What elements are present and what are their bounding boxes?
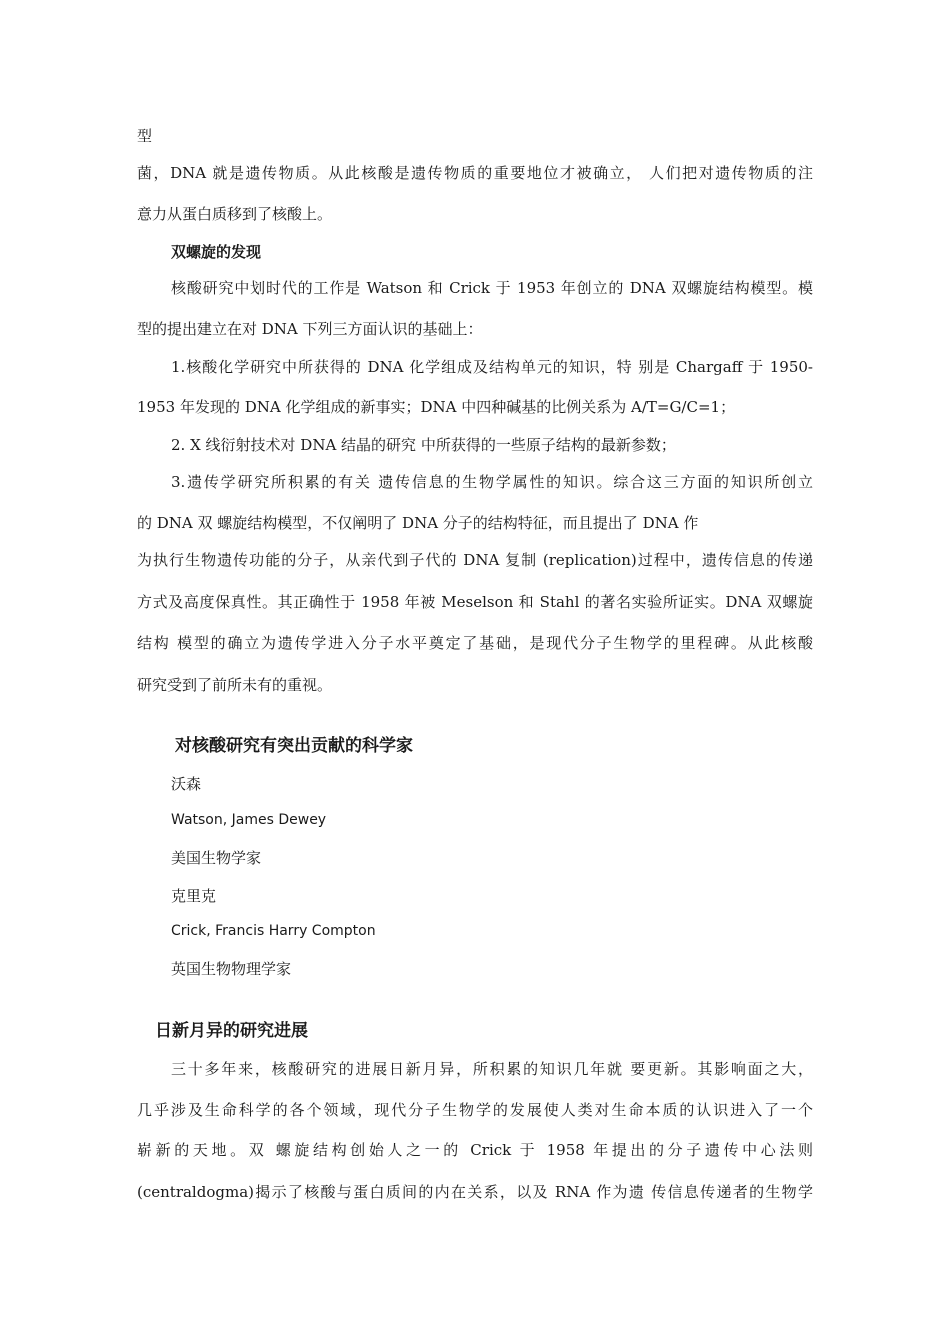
list-item-3-line: 的 DNA 双 螺旋结构模型，不仅阐明了 DNA 分子的结构特征，而且提出了 DNA 作 [137, 514, 699, 532]
list-item-1-line: 1953 年发现的 DNA 化学组成的新事实；DNA 中四种碱基的比例关系为 A/T=G/C=1； [137, 398, 736, 416]
list-item-1-line: 1.核酸化学研究中所获得的 DNA 化学组成及结构单元的知识，特 别是 Chargaff 于 1950- [171, 358, 813, 376]
list-item-3-line: 3.遗传学研究所积累的有关 遗传信息的生物学属性的知识。综合这三方面的知识所创立 [171, 473, 813, 491]
list-item-3-line: 方式及高度保真性。其正确性于 1958 年被 Meselson 和 Stahl 的著名实验所证实。DNA 双螺旋 [137, 593, 813, 611]
scientist-name-en: Watson, James Dewey [171, 812, 327, 828]
paragraph-line: (centraldogma)揭示了核酸与蛋白质间的内在关系，以及 RNA 作为遗 传信息传递者的生物学 [137, 1183, 813, 1201]
scientist-name-cn: 沃森 [171, 775, 202, 793]
list-item-3-line: 结构 模型的确立为遗传学进入分子水平奠定了基础，是现代分子生物学的里程碑。从此核酸 [137, 634, 813, 652]
paragraph-line: 几乎涉及生命科学的各个领域，现代分子生物学的发展使人类对生命本质的认识进入了一个 [137, 1101, 813, 1119]
paragraph-line: 意力从蛋白质移到了核酸上。 [137, 205, 333, 223]
scientist-role: 英国生物物理学家 [171, 960, 292, 978]
top-fragment: 型 [137, 127, 153, 145]
section-title-scientists: 对核酸研究有突出贡献的科学家 [175, 736, 413, 756]
paragraph-line: 崭新的天地。双 螺旋结构创始人之一的 Crick 于 1958 年提出的分子遗传中心法则 [137, 1141, 813, 1159]
paragraph-line: 三十多年来，核酸研究的进展日新月异，所积累的知识几年就 要更新。其影响面之大， [171, 1060, 813, 1078]
scientist-role: 美国生物学家 [171, 849, 262, 867]
paragraph-line: 型的提出建立在对 DNA 下列三方面认识的基础上： [137, 320, 483, 338]
list-item-3-line: 为执行生物遗传功能的分子，从亲代到子代的 DNA 复制 (replication)过程中，遗传信息的传递 [137, 551, 813, 569]
list-item-3-line: 研究受到了前所未有的重视。 [137, 676, 333, 694]
scientist-name-cn: 克里克 [171, 887, 217, 905]
list-item-2: 2. X 线衍射技术对 DNA 结晶的研究 中所获得的一些原子结构的最新参数； [171, 436, 676, 454]
paragraph-line: 菌，DNA 就是遗传物质。从此核酸是遗传物质的重要地位才被确立， 人们把对遗传物质的注 [137, 164, 813, 182]
section-title-helix: 双螺旋的发现 [171, 243, 262, 261]
scientist-name-en: Crick, Francis Harry Compton [171, 923, 376, 939]
paragraph-line: 核酸研究中划时代的工作是 Watson 和 Crick 于 1953 年创立的 DNA 双螺旋结构模型。模 [171, 279, 813, 297]
section-title-progress: 日新月异的研究进展 [155, 1021, 308, 1041]
